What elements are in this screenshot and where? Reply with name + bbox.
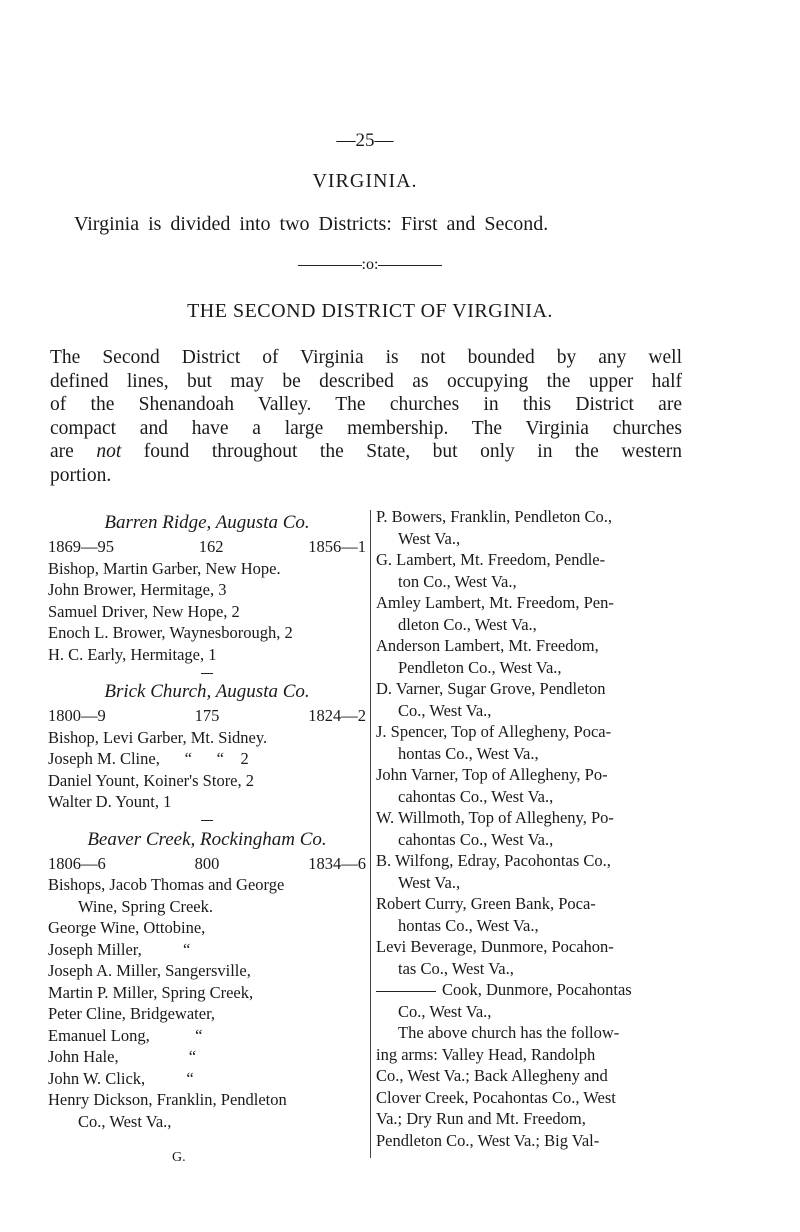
minister-line: hontas Co., West Va., xyxy=(398,743,539,763)
right-column xyxy=(376,506,690,1151)
minister-line: W. Willmoth, Top of Allegheny, Po- xyxy=(376,808,614,827)
arms-line: ing arms: Valley Head, Randolph xyxy=(376,1044,596,1064)
minister-line: Walter D. Yount, 1 xyxy=(48,792,172,811)
cook-text: Cook, Dunmore, Pocahontas xyxy=(442,980,632,999)
minister-line: H. C. Early, Hermitage, 1 xyxy=(48,644,217,664)
intro-line: of the Shenandoah Valley. The churches in this District are xyxy=(50,394,682,415)
left-column xyxy=(48,510,366,1132)
minister-line: hontas Co., West Va., xyxy=(398,915,539,935)
section-divider xyxy=(0,256,740,274)
stat-value: 1856—1 xyxy=(308,537,366,556)
stat-value: 162 xyxy=(198,537,224,556)
intro-line xyxy=(50,440,682,464)
minister-line: Co., West Va., xyxy=(398,1001,492,1021)
minister-line: Samuel Driver, New Hope, 2 xyxy=(48,601,240,621)
minister-line: George Wine, Ottobine, xyxy=(48,918,206,937)
divider-mark: :o: xyxy=(361,256,379,273)
minister-line: Bishop, Martin Garber, New Hope. xyxy=(48,558,281,578)
arms-line: Clover Creek, Pocahontas Co., West xyxy=(376,1087,616,1107)
church-name: Brick Church, Augusta Co. xyxy=(104,681,310,702)
intro-line: portion. xyxy=(50,464,112,486)
minister-line: G. Lambert, Mt. Freedom, Pendle- xyxy=(376,550,606,569)
minister-line: Emanuel Long, “ xyxy=(48,1025,203,1045)
intro-text: are xyxy=(50,441,97,462)
church-stats xyxy=(48,853,366,875)
subtitle: Virginia is divided into two Districts: First and Second. xyxy=(74,213,549,235)
minister-line: Peter Cline, Bridgewater, xyxy=(48,1004,216,1023)
minister-line: Levi Beverage, Dunmore, Pocahon- xyxy=(376,937,614,956)
minister-line: Daniel Yount, Koiner's Store, 2 xyxy=(48,770,255,790)
intro-emphasis: not xyxy=(96,441,122,462)
divider-rule-right xyxy=(378,265,442,266)
minister-line: Martin P. Miller, Spring Creek, xyxy=(48,982,254,1002)
minister-line: dleton Co., West Va., xyxy=(398,614,537,634)
intro-paragraph xyxy=(50,346,682,487)
minister-line: P. Bowers, Franklin, Pendleton Co., xyxy=(376,507,613,526)
minister-line: cahontas Co., West Va., xyxy=(398,786,554,806)
stat-value: 1869—95 xyxy=(48,537,114,556)
intro-line: defined lines, but may be described as occupying the upper half xyxy=(50,370,682,392)
intro-line: The Second District of Virginia is not bounded by any well xyxy=(50,347,682,368)
minister-line: John Brower, Hermitage, 3 xyxy=(48,580,227,599)
minister-line: John Hale, “ xyxy=(48,1047,197,1066)
minister-line: John W. Click, “ xyxy=(48,1068,194,1088)
minister-line: Pendleton Co., West Va., xyxy=(398,657,562,677)
minister-line: Joseph Miller, “ xyxy=(48,939,191,959)
minister-line: cahontas Co., West Va., xyxy=(398,829,554,849)
church-name: Beaver Creek, Rockingham Co. xyxy=(87,828,327,850)
church-stats xyxy=(48,536,366,558)
minister-line: West Va., xyxy=(398,528,461,548)
stat-value: 1834—6 xyxy=(308,853,366,873)
minister-line: Wine, Spring Creek. xyxy=(78,896,213,916)
minister-line: Joseph M. Cline, “ “ 2 xyxy=(48,749,249,768)
stat-value: 175 xyxy=(194,706,220,725)
church-stats xyxy=(48,705,366,727)
minister-line: Co., West Va., xyxy=(398,700,492,720)
intro-line: compact and have a large membership. The Virginia churches xyxy=(50,417,682,439)
divider-rule-left xyxy=(298,265,362,266)
minister-line: Co., West Va., xyxy=(78,1111,172,1131)
arms-line: Co., West Va.; Back Allegheny and xyxy=(376,1066,608,1085)
minister-line: Anderson Lambert, Mt. Freedom, xyxy=(376,636,599,655)
column-divider xyxy=(370,510,371,1158)
intro-text: found throughout the State, but only in the western xyxy=(121,441,682,462)
stat-value: 1800—9 xyxy=(48,706,106,725)
signature-mark: G. xyxy=(172,1150,186,1165)
minister-line: Robert Curry, Green Bank, Poca- xyxy=(376,894,596,913)
minister-line: D. Varner, Sugar Grove, Pendleton xyxy=(376,679,606,698)
minister-line: B. Wilfong, Edray, Pacohontas Co., xyxy=(376,851,611,870)
arms-line: Pendleton Co., West Va.; Big Val- xyxy=(376,1130,600,1150)
minister-line: Joseph A. Miller, Sangersville, xyxy=(48,961,251,980)
church-name: Barren Ridge, Augusta Co. xyxy=(104,512,310,533)
entry-separator xyxy=(48,665,366,679)
minister-line: John Varner, Top of Allegheny, Po- xyxy=(376,765,608,784)
minister-line: West Va., xyxy=(398,872,461,892)
minister-line xyxy=(376,979,690,1001)
minister-line: Bishop, Levi Garber, Mt. Sidney. xyxy=(48,727,268,747)
page-title: VIRGINIA. xyxy=(312,170,418,192)
minister-line: Enoch L. Brower, Waynesborough, 2 xyxy=(48,623,293,642)
name-blank-rule xyxy=(376,991,436,992)
arms-line: The above church has the follow- xyxy=(398,1023,620,1042)
entry-separator xyxy=(48,813,366,827)
stat-value: 1806—6 xyxy=(48,853,106,873)
minister-line: Amley Lambert, Mt. Freedom, Pen- xyxy=(376,593,614,612)
stat-value: 800 xyxy=(194,853,220,873)
minister-line: ton Co., West Va., xyxy=(398,571,517,591)
arms-line: Va.; Dry Run and Mt. Freedom, xyxy=(376,1109,586,1128)
minister-line: Henry Dickson, Franklin, Pendleton xyxy=(48,1090,287,1109)
minister-line: tas Co., West Va., xyxy=(398,958,514,978)
minister-line: J. Spencer, Top of Allegheny, Poca- xyxy=(376,722,612,741)
stat-value: 1824—2 xyxy=(308,706,366,725)
minister-line: Bishops, Jacob Thomas and George xyxy=(48,875,285,894)
page-number: —25— xyxy=(336,130,394,151)
section-title: THE SECOND DISTRICT OF VIRGINIA. xyxy=(187,300,553,322)
